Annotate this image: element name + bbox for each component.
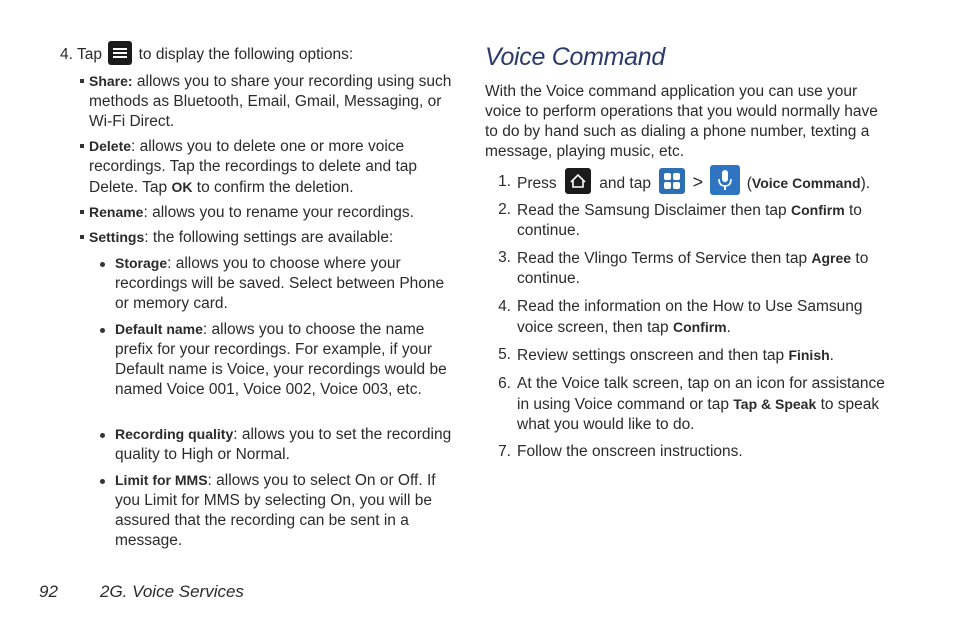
default-name-label: Default name bbox=[115, 321, 203, 337]
voice-command-label: Voice Command bbox=[751, 175, 861, 191]
rename-text: : allows you to rename your recordings. bbox=[143, 204, 414, 221]
step-4-line bbox=[60, 45, 460, 65]
settings-text: : the following settings are available: bbox=[144, 229, 394, 246]
paren-close: ). bbox=[860, 175, 871, 192]
round-bullet-icon bbox=[100, 262, 105, 267]
limit-mms-text: : allows you to select On or Off. If you Limit for MMS by selecting On, you will be assured that the recording can be sent in a message. bbox=[115, 472, 436, 549]
microphone-icon bbox=[710, 165, 740, 195]
section-name: 2G. Voice Services bbox=[100, 582, 244, 601]
step-text: Read the information on the How to Use Samsung voice screen, then tap bbox=[517, 298, 863, 336]
step-text: Read the Vlingo Terms of Service then tap bbox=[517, 250, 808, 267]
storage-text: : allows you to choose where your recordings will be saved. Select between Phone or memory card. bbox=[115, 255, 445, 312]
recording-quality-text: : allows you to set the recording quality to High or Normal. bbox=[115, 426, 452, 463]
intro-paragraph: With the Voice command application you can use your voice to perform operations that you would normally have to do by hand such as dialing a phone number, texting a message, playing music, etc. bbox=[485, 83, 878, 160]
step-1-pre: Press bbox=[517, 175, 557, 192]
share-label: Share: bbox=[89, 73, 133, 89]
finish-label: Finish bbox=[788, 347, 830, 363]
step-1-mid: and tap bbox=[599, 175, 651, 192]
step-after: to speak what you would like to do. bbox=[517, 396, 880, 433]
step-number: 4. bbox=[498, 298, 511, 315]
ok-label: OK bbox=[171, 179, 193, 195]
step-4-number: 4. bbox=[60, 46, 73, 64]
step-text: Follow the onscreen instructions. bbox=[517, 443, 743, 460]
square-bullet-icon bbox=[80, 144, 84, 148]
settings-label: Settings bbox=[89, 229, 145, 245]
apps-icon bbox=[659, 168, 685, 194]
delete-text-1: : allows you to delete one or more voice recordings. Tap the recordings to delete and tap Delete. Tap bbox=[89, 138, 418, 196]
home-icon bbox=[565, 168, 591, 194]
menu-icon bbox=[108, 41, 132, 65]
confirm-label: Confirm bbox=[790, 202, 845, 218]
rename-label: Rename bbox=[89, 204, 144, 220]
round-bullet-icon bbox=[100, 433, 105, 438]
tap-speak-label: Tap & Speak bbox=[733, 396, 817, 412]
step-number: 5. bbox=[498, 346, 511, 363]
greater-than: > bbox=[692, 172, 704, 192]
step-number: 7. bbox=[498, 443, 511, 460]
square-bullet-icon bbox=[80, 235, 84, 239]
step-after: to continue. bbox=[517, 250, 869, 287]
confirm-label: Confirm bbox=[672, 319, 727, 335]
section-title: Voice Command bbox=[485, 43, 665, 71]
square-bullet-icon bbox=[80, 210, 84, 214]
step-text: At the Voice talk screen, tap on an icon for assistance in using Voice command or tap bbox=[517, 375, 885, 413]
limit-mms-label: Limit for MMS bbox=[115, 472, 208, 488]
paren-open: ( bbox=[746, 175, 752, 192]
page-number: 92 bbox=[39, 582, 58, 601]
share-text: allows you to share your recording using such methods as Bluetooth, Email, Gmail, Messaging, or Wi-Fi Direct. bbox=[89, 73, 452, 130]
default-name-text: : allows you to choose the name prefix for your recordings. For example, if your Default name is Voice, your recordings would be named Voice 001, Voice 002, Voice 003, etc. bbox=[115, 321, 447, 398]
agree-label: Agree bbox=[811, 250, 852, 266]
step-4-post: to display the following options: bbox=[138, 46, 354, 64]
round-bullet-icon bbox=[100, 328, 105, 333]
square-bullet-icon bbox=[80, 79, 84, 83]
step-number: 1. bbox=[498, 173, 511, 190]
step-4-pre: Tap bbox=[76, 46, 102, 64]
round-bullet-icon bbox=[100, 479, 105, 484]
step-after: . bbox=[726, 319, 731, 336]
step-number: 6. bbox=[498, 375, 511, 392]
recording-quality-label: Recording quality bbox=[115, 426, 234, 442]
step-text: Review settings onscreen and then tap bbox=[517, 347, 785, 364]
storage-label: Storage bbox=[115, 255, 168, 271]
delete-text-2: to confirm the deletion. bbox=[196, 179, 354, 196]
delete-label: Delete bbox=[89, 138, 132, 154]
step-number: 3. bbox=[498, 249, 511, 266]
step-text: Read the Samsung Disclaimer then tap bbox=[517, 202, 787, 219]
step-number: 2. bbox=[498, 201, 511, 218]
step-after: . bbox=[829, 347, 834, 364]
step-after: to continue. bbox=[517, 202, 862, 239]
